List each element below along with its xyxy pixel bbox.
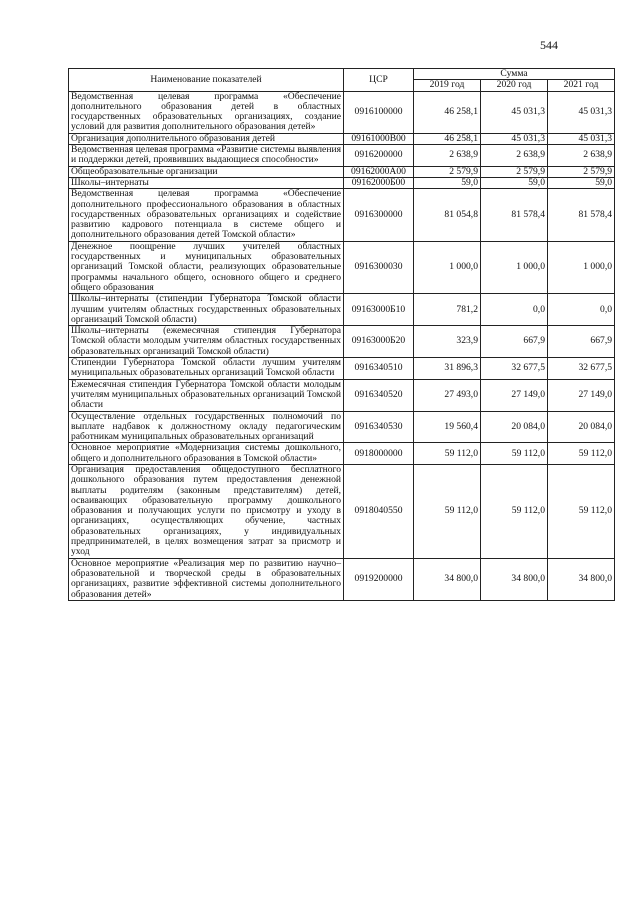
row-value-2019: 2 579,9 (414, 166, 481, 177)
row-value-2021: 81 578,4 (548, 189, 615, 241)
row-value-2020: 32 677,5 (481, 358, 548, 380)
row-name-cell: Денежное поощрение лучших учителей областных государственных и муниципальных образовательных организаций Томской области, реализующих образовательные программы начального общего, основного общего и среднего общего образования (69, 241, 344, 293)
row-value-2020: 20 084,0 (481, 411, 548, 443)
row-value-2020: 81 578,4 (481, 189, 548, 241)
table-row (69, 241, 615, 293)
row-code-cell: 0918000000 (344, 443, 414, 465)
row-code-cell: 0916340510 (344, 358, 414, 380)
row-value-2021: 45 031,3 (548, 133, 615, 144)
row-value-2019: 34 800,0 (414, 558, 481, 600)
table-row (69, 91, 615, 133)
header-name: Наименование показателей (69, 69, 344, 92)
row-value-2019: 46 258,1 (414, 133, 481, 144)
row-value-2019: 2 638,9 (414, 145, 481, 167)
row-name-cell: Организация дополнительного образования детей (69, 133, 344, 144)
header-year-2020: 2020 год (481, 80, 548, 91)
row-name-cell: Основное мероприятие «Реализация мер по развитию научно–образовательной и творческой среды в образовательных организациях, развитие эффективной системы дополнительного образования детей» (69, 558, 344, 600)
row-name-cell: Ведомственная целевая программа «Обеспечение дополнительного образования детей в областных государственных образовательных организациях, создание условий для развития дополнительного образования детей» (69, 91, 344, 133)
row-value-2020: 2 638,9 (481, 145, 548, 167)
row-value-2019: 46 258,1 (414, 91, 481, 133)
row-name-cell: Ведомственная целевая программа «Развитие системы выявления и поддержки детей, проявивших выдающиеся способности» (69, 145, 344, 167)
row-value-2019: 59 112,0 (414, 464, 481, 558)
row-value-2021: 59 112,0 (548, 443, 615, 465)
row-code-cell: 0918040550 (344, 464, 414, 558)
table-row (69, 294, 615, 326)
row-code-cell: 0916340520 (344, 379, 414, 411)
row-name-cell: Школы–интернаты (ежемесячная стипендия Губернатора Томской области молодым учителям областных государственных образовательных организаций Томской области) (69, 326, 344, 358)
row-name-cell: Осуществление отдельных государственных полномочий по выплате надбавок к должностному окладу педагогическим работникам муниципальных образовательных организаций (69, 411, 344, 443)
row-value-2020: 59,0 (481, 177, 548, 188)
table-row (69, 166, 615, 177)
row-value-2020: 45 031,3 (481, 133, 548, 144)
row-value-2021: 59,0 (548, 177, 615, 188)
row-value-2021: 59 112,0 (548, 464, 615, 558)
row-code-cell: 0916200000 (344, 145, 414, 167)
row-value-2019: 81 054,8 (414, 189, 481, 241)
row-name-cell: Ежемесячная стипендия Губернатора Томской области молодым учителям муниципальных образовательных организаций Томской области (69, 379, 344, 411)
row-code-cell: 0916340530 (344, 411, 414, 443)
row-value-2021: 0,0 (548, 294, 615, 326)
row-value-2020: 59 112,0 (481, 443, 548, 465)
table-row (69, 177, 615, 188)
row-value-2021: 2 579,9 (548, 166, 615, 177)
row-code-cell: 09162000Б00 (344, 177, 414, 188)
row-value-2019: 59,0 (414, 177, 481, 188)
table-row (69, 358, 615, 380)
row-value-2021: 45 031,3 (548, 91, 615, 133)
row-value-2020: 45 031,3 (481, 91, 548, 133)
row-name-cell: Школы–интернаты (стипендии Губернатора Томской области лучшим учителям областных государственных образовательных организаций Томской области) (69, 294, 344, 326)
table-row (69, 145, 615, 167)
row-code-cell: 0916300030 (344, 241, 414, 293)
header-year-2019: 2019 год (414, 80, 481, 91)
row-value-2020: 34 800,0 (481, 558, 548, 600)
row-value-2019: 19 560,4 (414, 411, 481, 443)
row-value-2019: 31 896,3 (414, 358, 481, 380)
row-value-2020: 667,9 (481, 326, 548, 358)
row-value-2020: 1 000,0 (481, 241, 548, 293)
row-value-2020: 0,0 (481, 294, 548, 326)
table-row (69, 379, 615, 411)
table-row (69, 133, 615, 144)
row-code-cell: 09163000Б20 (344, 326, 414, 358)
row-name-cell: Стипендии Губернатора Томской области лучшим учителям муниципальных образовательных организаций Томской области (69, 358, 344, 380)
row-value-2021: 32 677,5 (548, 358, 615, 380)
row-name-cell: Школы–интернаты (69, 177, 344, 188)
table-row (69, 411, 615, 443)
table-row (69, 443, 615, 465)
row-value-2021: 667,9 (548, 326, 615, 358)
row-value-2021: 20 084,0 (548, 411, 615, 443)
row-value-2021: 1 000,0 (548, 241, 615, 293)
row-value-2021: 27 149,0 (548, 379, 615, 411)
header-code: ЦСР (344, 69, 414, 92)
row-value-2020: 27 149,0 (481, 379, 548, 411)
table-row (69, 558, 615, 600)
row-code-cell: 0916100000 (344, 91, 414, 133)
row-value-2021: 34 800,0 (548, 558, 615, 600)
row-name-cell: Ведомственная целевая программа «Обеспечение дополнительного профессионального образования в областных государственных образовательных организациях и содействие развитию кадрового потенциала в системе общего и дополнительного образования детей Томской области» (69, 189, 344, 241)
row-value-2020: 2 579,9 (481, 166, 548, 177)
table-row (69, 189, 615, 241)
page-number: 544 (540, 38, 558, 52)
row-value-2019: 59 112,0 (414, 443, 481, 465)
row-code-cell: 0919200000 (344, 558, 414, 600)
row-code-cell: 0916300000 (344, 189, 414, 241)
row-code-cell: 09163000Б10 (344, 294, 414, 326)
header-year-2021: 2021 год (548, 80, 615, 91)
row-name-cell: Организация предоставления общедоступного бесплатного дошкольного образования путем предоставления денежной выплаты родителям (законным представителям) детей, осваивающих образовательную программу дошкольного образования и получающих услуги по присмотру и уходу в организациях, осуществляющих обучение, частных образовательных организациях, у индивидуальных предпринимателей, в целях возмещения затрат за присмотр и уход (69, 464, 344, 558)
row-name-cell: Общеобразовательные организации (69, 166, 344, 177)
row-value-2020: 59 112,0 (481, 464, 548, 558)
row-value-2019: 1 000,0 (414, 241, 481, 293)
row-value-2019: 27 493,0 (414, 379, 481, 411)
row-value-2019: 781,2 (414, 294, 481, 326)
header-sum: Сумма (414, 69, 615, 80)
table-row (69, 326, 615, 358)
row-value-2019: 323,9 (414, 326, 481, 358)
row-code-cell: 09162000А00 (344, 166, 414, 177)
row-value-2021: 2 638,9 (548, 145, 615, 167)
budget-table (68, 68, 615, 601)
row-name-cell: Основное мероприятие «Модернизация системы дошкольного, общего и дополнительного образования в Томской области» (69, 443, 344, 465)
table-row (69, 464, 615, 558)
row-code-cell: 09161000В00 (344, 133, 414, 144)
